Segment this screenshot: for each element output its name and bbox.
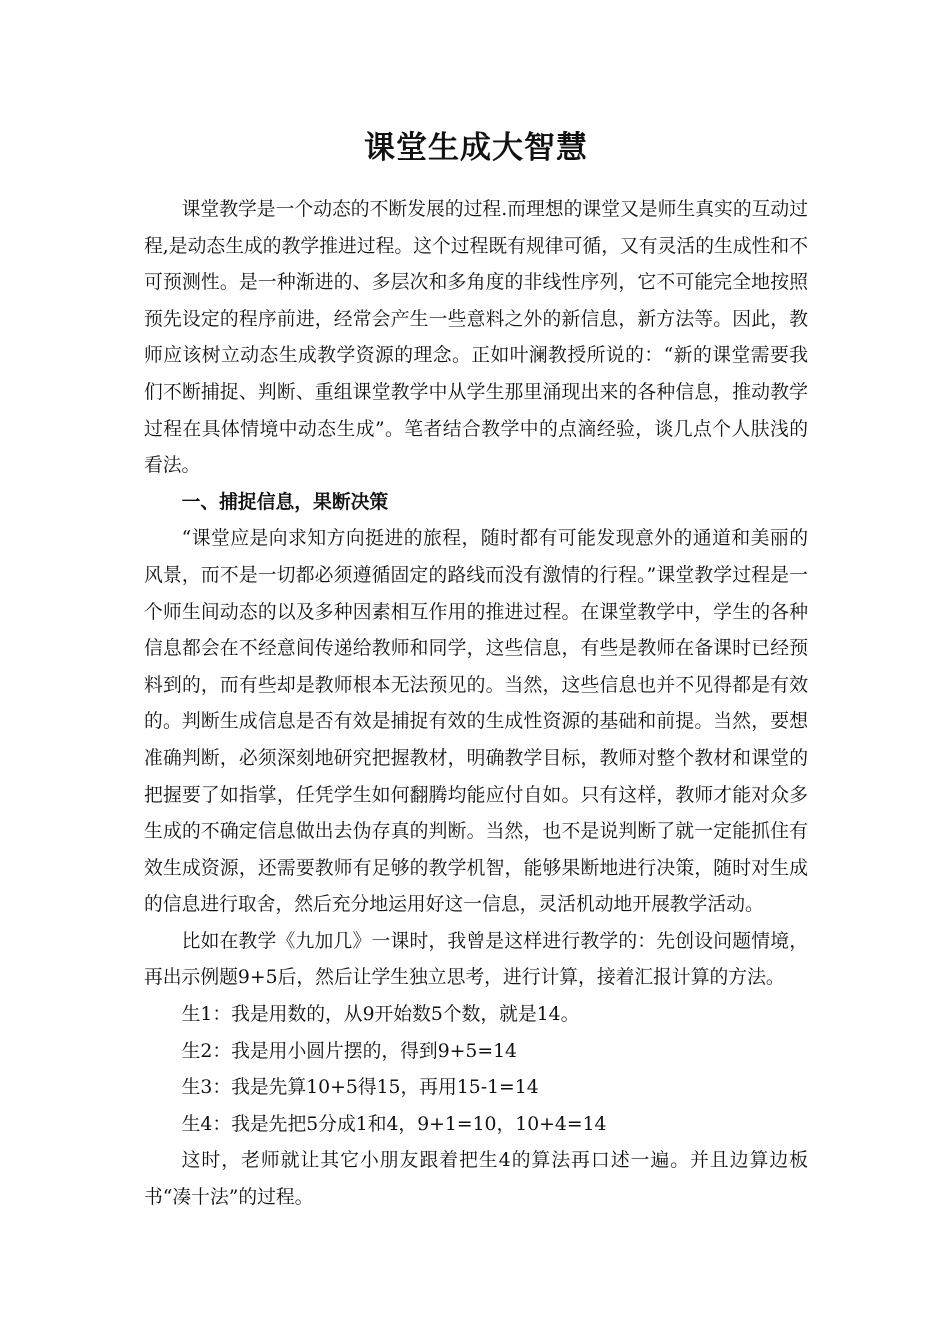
- document-page: [144, 118, 808, 1217]
- section-heading: 一、捕捉信息，果断决策: [181, 491, 389, 513]
- student-answer: 生3：我是先算10+5得15，再用15-1=14: [181, 1077, 539, 1099]
- body-paragraph: 这时，老师就让其它小朋友跟着把生4的算法再口述一遍。并且边算边板书“凑十法”的过程。: [144, 1150, 808, 1209]
- intro-paragraph: 课堂教学是一个动态的不断发展的过程.而理想的课堂又是师生真实的互动过程,是动态生成的教学推进过程。这个过程既有规律可循，又有灵活的生成性和不可预测性。是一种渐进的、多层次和多角度的非线性序列，它不可能完全地按照预先设定的程序前进，经常会产生一些意料之外的新信息，新方法等。因此，教师应该树立动态生成教学资源的理念。正如叶澜教授所说的：“新的课堂需要我们不断捕捉、判断、重组课堂教学中从学生那里涌现出来的各种信息，推动教学过程在具体情境中动态生成”。笔者结合教学中的点滴经验，谈几点个人肤浅的看法。: [144, 199, 808, 477]
- student-answer: 生4：我是先把5分成1和4，9+1=10，10+4=14: [181, 1113, 607, 1135]
- student-answer: 生1：我是用数的，从9开始数5个数，就是14。: [181, 1004, 580, 1026]
- body-paragraph: 比如在教学《九加几》一课时，我曾是这样进行教学的：先创设问题情境，再出示例题9+5后，然后让学生独立思考，进行计算，接着汇报计算的方法。: [144, 930, 808, 989]
- student-answer: 生2：我是用小圆片摆的，得到9+5=14: [181, 1040, 517, 1062]
- body-paragraph: “课堂应是向求知方向挺进的旅程，随时都有可能发现意外的通道和美丽的风景，而不是一切都必须遵循固定的路线而没有激情的行程。”课堂教学过程是一个师生间动态的以及多种因素相互作用的推进过程。在课堂教学中，学生的各种信息都会在不经意间传递给教师和同学，这些信息，有些是教师在备课时已经预料到的，而有些却是教师根本无法预见的。当然，这些信息也并不见得都是有效的。判断生成信息是否有效是捕捉有效的生成性资源的基础和前提。当然，要想准确判断，必须深刻地研究把握教材，明确教学目标，教师对整个教材和课堂的把握要了如指掌，任凭学生如何翻腾均能应付自如。只有这样，教师才能对众多生成的不确定信息做出去伪存真的判断。当然，也不是说判断了就一定能抓住有效生成资源，还需要教师有足够的教学机智，能够果断地进行决策，随时对生成的信息进行取舍，然后充分地运用好这一信息，灵活机动地开展教学活动。: [144, 528, 808, 916]
- document-title: 课堂生成大智慧: [364, 130, 588, 166]
